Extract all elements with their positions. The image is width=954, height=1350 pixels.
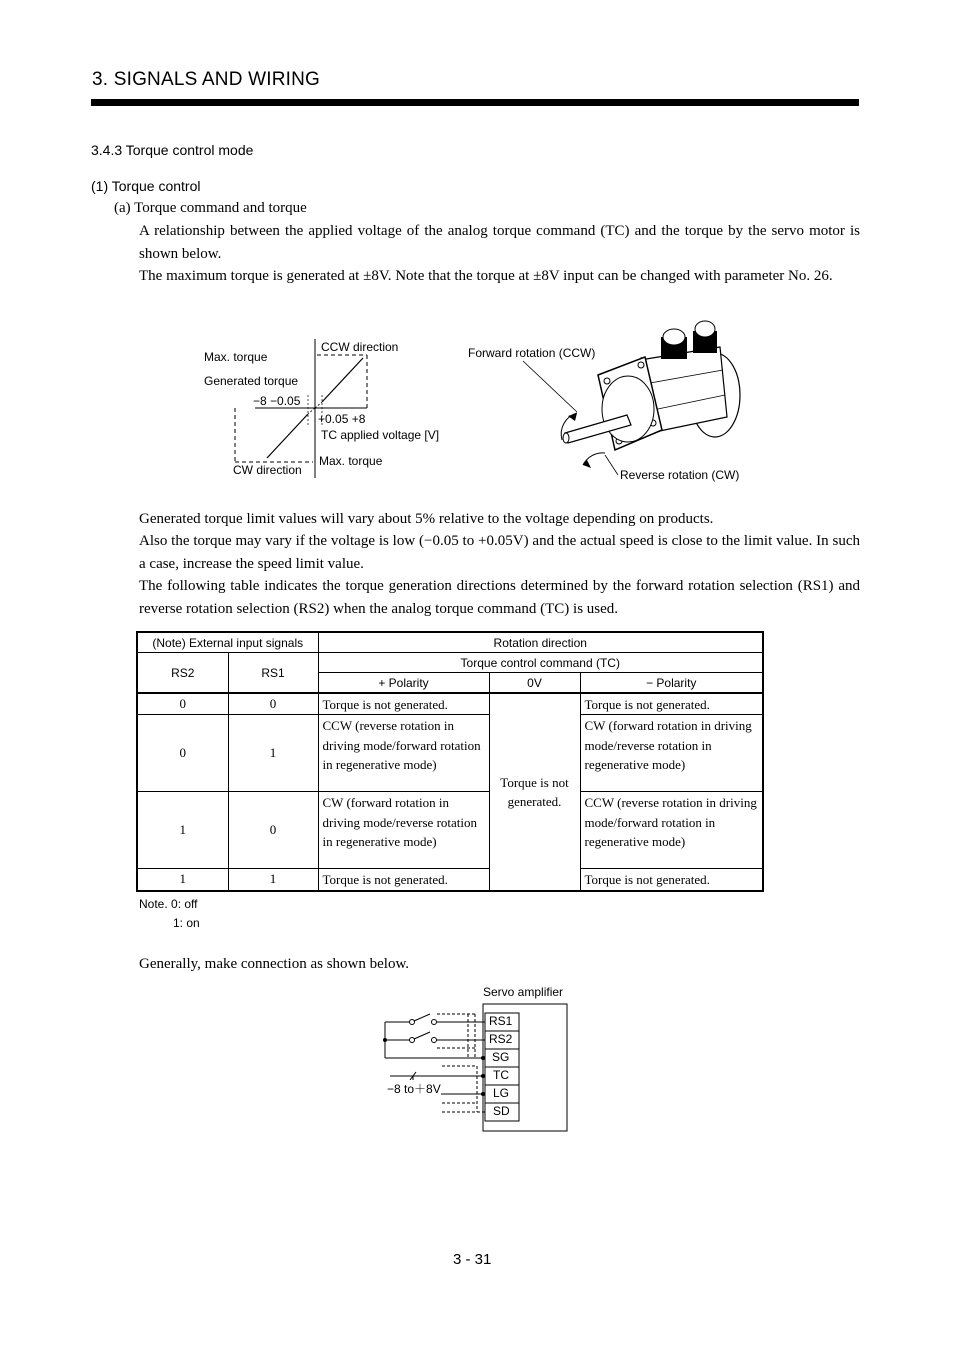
header-rule bbox=[91, 99, 859, 106]
item-title: (a) Torque command and torque bbox=[114, 200, 307, 216]
forward-leader bbox=[523, 361, 577, 412]
label-max-torque-bottom: Max. torque bbox=[319, 454, 383, 468]
label-generated-torque: Generated torque bbox=[204, 374, 299, 388]
paragraph-max-torque: The maximum torque is generated at ±8V. Note that the torque at ±8V input can be changed with parameter No. 26. bbox=[139, 268, 833, 284]
table-row bbox=[137, 869, 763, 891]
label-positive-ticks: +0.05 +8 bbox=[318, 412, 366, 426]
subsection-title: (1) Torque control bbox=[91, 178, 201, 194]
section-title: 3.4.3 Torque control mode bbox=[91, 142, 254, 158]
note-line-1: Note. 0: off bbox=[139, 897, 198, 911]
terminal-rs1: RS1 bbox=[489, 1014, 513, 1028]
cw-torque-line bbox=[267, 414, 308, 458]
label-reverse-rotation: Reverse rotation (CW) bbox=[620, 468, 740, 482]
label-max-torque-top: Max. torque bbox=[204, 350, 268, 364]
page-number: 3 - 31 bbox=[453, 1251, 492, 1268]
torque-graph bbox=[195, 335, 465, 485]
label-x-axis: TC applied voltage [V] bbox=[321, 428, 440, 442]
cell-rs1: 1 bbox=[228, 869, 318, 891]
table-row bbox=[137, 715, 763, 792]
terminal-sg: SG bbox=[492, 1050, 510, 1064]
deadband-lower bbox=[308, 408, 315, 414]
cell-rs2: 0 bbox=[137, 715, 228, 792]
rotation-direction-table bbox=[136, 631, 764, 892]
label-ccw-direction: CCW direction bbox=[321, 340, 399, 354]
table-col-plus: + Polarity bbox=[318, 673, 489, 694]
cell-minus: Torque is not generated. bbox=[580, 693, 763, 715]
terminal-sd: SD bbox=[493, 1104, 510, 1118]
cell-rs1: 0 bbox=[228, 693, 318, 715]
flange-boss bbox=[602, 376, 654, 442]
table-header-signals: (Note) External input signals bbox=[137, 632, 318, 653]
note-line-2: 1: on bbox=[173, 916, 200, 930]
cell-rs2: 1 bbox=[137, 792, 228, 869]
cell-plus: CCW (reverse rotation in driving mode/forward rotation in regenerative mode) bbox=[318, 715, 489, 792]
cell-plus: CW (forward rotation in driving mode/reverse rotation in regenerative mode) bbox=[318, 792, 489, 869]
label-forward-rotation: Forward rotation (CCW) bbox=[468, 346, 596, 360]
reverse-leader bbox=[605, 455, 618, 475]
table-row bbox=[137, 792, 763, 869]
table-col-zero: 0V bbox=[489, 673, 580, 694]
table-col-rs2: RS2 bbox=[137, 653, 228, 694]
voltage-range-label: −8 to＋8V bbox=[387, 1082, 441, 1096]
label-cw-direction: CW direction bbox=[233, 463, 302, 477]
cell-rs2: 0 bbox=[137, 693, 228, 715]
table-header-command: Torque control command (TC) bbox=[318, 653, 763, 673]
table-header-rotation: Rotation direction bbox=[318, 632, 763, 653]
deadband-upper bbox=[315, 402, 322, 408]
table-col-rs1: RS1 bbox=[228, 653, 318, 694]
terminal-lg: LG bbox=[493, 1086, 510, 1100]
label-negative-ticks: −8 −0.05 bbox=[253, 394, 301, 408]
cell-plus: Torque is not generated. bbox=[318, 693, 489, 715]
paragraph-relationship: A relationship between the applied voltage of the analog torque command (TC) and the torque by the servo motor is shown below. bbox=[139, 223, 860, 262]
paragraph-low-voltage: Also the torque may vary if the voltage is low (−0.05 to +0.05V) and the actual speed is close to the limit value. In such a case, increase the speed limit value. bbox=[139, 533, 860, 572]
wiring-diagram bbox=[380, 982, 580, 1137]
cell-zero-volt: Torque is not generated. bbox=[489, 693, 580, 891]
paragraph-table-intro: The following table indicates the torque generation directions determined by the forward rotation selection (RS1) and reverse rotation selection (RS2) when the analog torque command (TC) is used. bbox=[139, 578, 860, 617]
paragraph-torque-limit: Generated torque limit values will vary about 5% relative to the voltage depending on products. bbox=[139, 511, 714, 527]
cell-plus: Torque is not generated. bbox=[318, 869, 489, 891]
chapter-title: 3. SIGNALS AND WIRING bbox=[92, 69, 321, 90]
paragraph-connection: Generally, make connection as shown below. bbox=[139, 956, 410, 972]
terminal-rs2: RS2 bbox=[489, 1032, 513, 1046]
servo-amplifier-label: Servo amplifier bbox=[483, 985, 564, 999]
table-row bbox=[137, 693, 763, 715]
cell-rs1: 1 bbox=[228, 715, 318, 792]
cell-minus: CCW (reverse rotation in driving mode/forward rotation in regenerative mode) bbox=[580, 792, 763, 869]
servo-motor-figure bbox=[465, 315, 765, 490]
terminal-tc: TC bbox=[493, 1068, 509, 1082]
cell-rs1: 0 bbox=[228, 792, 318, 869]
table-col-minus: − Polarity bbox=[580, 673, 763, 694]
cell-minus: CW (forward rotation in driving mode/reverse rotation in regenerative mode) bbox=[580, 715, 763, 792]
ccw-torque-line bbox=[322, 358, 363, 402]
wiring-svg bbox=[380, 982, 580, 1137]
cell-rs2: 1 bbox=[137, 869, 228, 891]
cell-minus: Torque is not generated. bbox=[580, 869, 763, 891]
servo-motor-svg bbox=[465, 315, 765, 490]
